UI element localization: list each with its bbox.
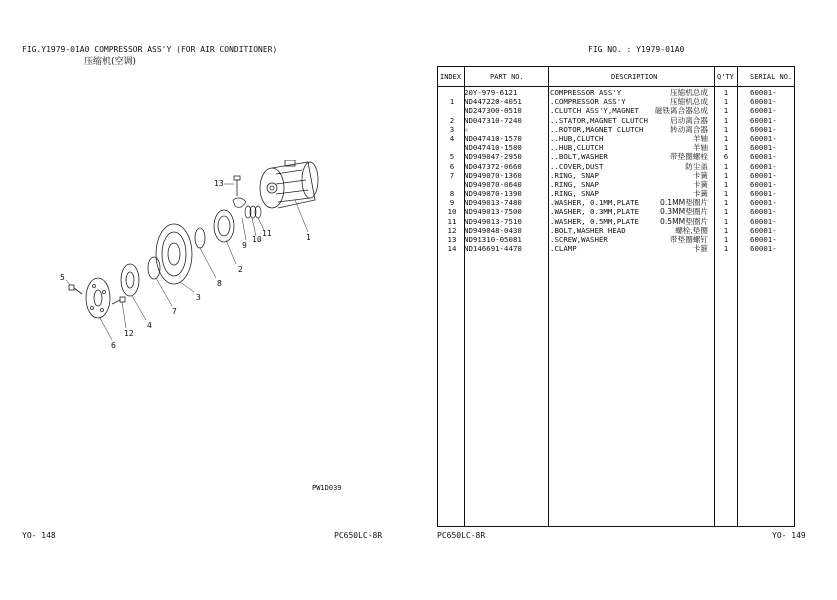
row-qty: 1 bbox=[723, 216, 729, 226]
row-description: COMPRESSOR ASS'Y bbox=[550, 88, 622, 97]
callout-6: 6 bbox=[111, 341, 116, 350]
row-serial-no: 60001- bbox=[750, 189, 777, 199]
row-part-no: ND949013-7500 bbox=[464, 207, 522, 217]
table-row bbox=[438, 244, 794, 253]
row-part-no: ND047372-0660 bbox=[464, 161, 522, 171]
row-serial-no: 60001- bbox=[750, 216, 777, 226]
row-part-no: ND949013-7480 bbox=[464, 198, 522, 208]
callout-4: 4 bbox=[147, 321, 152, 330]
row-index: 5 bbox=[449, 152, 455, 162]
header-serial-no: SERIAL NO. bbox=[750, 73, 793, 81]
row-description-cn: 卡簧 bbox=[692, 189, 708, 199]
row-serial-no: 60001- bbox=[750, 133, 777, 143]
row-description-cn: 带垫圈螺钉 bbox=[670, 235, 708, 244]
row-index: 4 bbox=[449, 133, 455, 143]
row-qty: 6 bbox=[723, 152, 729, 162]
row-qty: 1 bbox=[723, 189, 729, 199]
row-index: 6 bbox=[449, 161, 455, 171]
row-description-cn: 压缩机总成 bbox=[670, 88, 708, 97]
row-index: 1 bbox=[449, 97, 455, 107]
row-qty: 1 bbox=[723, 124, 729, 134]
row-part-no: ND949047-2950 bbox=[464, 152, 522, 162]
row-description: .CLUTCH ASS'Y,MAGNET bbox=[550, 106, 639, 116]
row-description: .WASHER, 0.1MM,PLATE bbox=[550, 198, 639, 208]
row-description-cn: 0.3MM垫圈片 bbox=[660, 207, 708, 217]
row-part-no: ND047410-1570 bbox=[464, 133, 522, 143]
table-row bbox=[438, 116, 794, 125]
row-qty: 1 bbox=[723, 170, 729, 180]
row-index: 14 bbox=[447, 244, 457, 254]
table-row bbox=[438, 226, 794, 235]
row-serial-no: 60001- bbox=[750, 143, 777, 153]
row-serial-no: 60001- bbox=[750, 235, 777, 244]
stator-2 bbox=[214, 210, 234, 242]
row-serial-no: 60001- bbox=[750, 244, 777, 254]
callout-11: 11 bbox=[262, 229, 272, 238]
row-qty: 1 bbox=[723, 88, 729, 97]
row-qty: 1 bbox=[723, 161, 729, 171]
row-qty: 1 bbox=[723, 97, 729, 107]
row-description: .CLAMP bbox=[550, 244, 577, 254]
row-description-cn: 压缩机总成 bbox=[670, 97, 708, 107]
row-qty: 1 bbox=[723, 106, 729, 116]
row-qty: 1 bbox=[723, 115, 729, 125]
row-description: ..STATOR,MAGNET CLUTCH bbox=[550, 115, 648, 125]
row-index: 2 bbox=[449, 115, 455, 125]
row-description-cn: 防尘盖 bbox=[685, 161, 708, 171]
header-qty: Q'TY bbox=[717, 73, 734, 81]
row-part-no: ND247300-0510 bbox=[464, 106, 522, 116]
table-row bbox=[438, 162, 794, 171]
row-description: .WASHER, 0.3MM,PLATE bbox=[550, 207, 639, 217]
callout-9: 9 bbox=[242, 241, 247, 250]
row-part-no: ND949070-1390 bbox=[464, 189, 522, 199]
row-index: 9 bbox=[449, 198, 455, 208]
row-qty: 1 bbox=[723, 133, 729, 143]
callout-7: 7 bbox=[172, 307, 177, 316]
row-description-cn: 0.5MM垫圈片 bbox=[660, 216, 708, 226]
header-description: DESCRIPTION bbox=[611, 73, 658, 81]
dust-cover-6 bbox=[86, 278, 110, 318]
right-page-footer-number: YO- 149 bbox=[772, 531, 806, 540]
row-part-no: 20Y-979-6121 bbox=[464, 88, 518, 97]
right-page-footer-model: PC650LC-8R bbox=[437, 531, 486, 540]
table-row bbox=[438, 143, 794, 152]
row-index: 3 bbox=[449, 124, 455, 134]
callout-8: 8 bbox=[217, 279, 222, 288]
table-row bbox=[438, 125, 794, 134]
table-row bbox=[438, 198, 794, 207]
row-description-cn: 羊轴 bbox=[692, 143, 708, 153]
left-page-title: FIG.Y1979-01A0 COMPRESSOR ASS'Y (FOR AIR CONDITIONER) bbox=[22, 45, 278, 54]
row-index: 11 bbox=[447, 216, 457, 226]
row-description-cn: 启动离合器 bbox=[670, 115, 708, 125]
compressor-body bbox=[260, 160, 318, 208]
row-description-cn: 羊轴 bbox=[692, 133, 708, 143]
row-serial-no: 60001- bbox=[750, 88, 777, 97]
row-description: ..HUB,CLUTCH bbox=[550, 143, 604, 153]
row-description: .RING, SNAP bbox=[550, 179, 599, 189]
row-description: ..HUB,CLUTCH bbox=[550, 133, 604, 143]
table-row bbox=[438, 171, 794, 180]
row-serial-no: 60001- bbox=[750, 106, 777, 116]
row-qty: 1 bbox=[723, 235, 729, 244]
row-serial-no: 60001- bbox=[750, 179, 777, 189]
row-qty: 1 bbox=[723, 225, 729, 235]
callout-5: 5 bbox=[60, 273, 65, 282]
row-description: .RING, SNAP bbox=[550, 170, 599, 180]
row-description-cn: 卡簧 bbox=[692, 179, 708, 189]
callout-2: 2 bbox=[238, 265, 243, 274]
header-index: INDEX bbox=[440, 73, 462, 81]
table-row bbox=[438, 180, 794, 189]
table-row bbox=[438, 217, 794, 226]
row-description: .COMPRESSOR ASS'Y bbox=[550, 97, 626, 107]
row-serial-no: 60001- bbox=[750, 207, 777, 217]
table-row bbox=[438, 235, 794, 244]
row-description-cn: 卡箍 bbox=[692, 244, 708, 254]
row-description: .SCREW,WASHER bbox=[550, 235, 608, 244]
callout-1: 1 bbox=[306, 233, 311, 242]
right-page-fig-no: FIG NO. : Y1979-01A0 bbox=[588, 45, 685, 54]
row-part-no: ND949070-0640 bbox=[464, 179, 522, 189]
parts-table bbox=[437, 66, 795, 527]
table-row bbox=[438, 207, 794, 216]
row-qty: 1 bbox=[723, 198, 729, 208]
diagram-code: PW1D039 bbox=[312, 484, 342, 492]
row-description-cn: 磁铁离合器总成 bbox=[654, 106, 708, 116]
row-description-cn: 带垫圈螺栓 bbox=[670, 152, 708, 162]
row-qty: 1 bbox=[723, 244, 729, 254]
row-part-no: ND949070-1360 bbox=[464, 170, 522, 180]
hub-4 bbox=[121, 264, 139, 296]
rotor-3 bbox=[156, 224, 192, 284]
table-row bbox=[438, 189, 794, 198]
row-serial-no: 60001- bbox=[750, 225, 777, 235]
row-serial-no: 60001- bbox=[750, 170, 777, 180]
callout-3: 3 bbox=[196, 293, 201, 302]
row-description: ..COVER,DUST bbox=[550, 161, 604, 171]
screw-13 bbox=[234, 176, 240, 196]
row-index: 7 bbox=[449, 170, 455, 180]
callout-12: 12 bbox=[124, 329, 134, 338]
callout-13: 13 bbox=[214, 179, 224, 188]
left-page-footer-number: YO- 148 bbox=[22, 531, 56, 540]
row-index: 10 bbox=[447, 207, 457, 217]
row-part-no: ND047410-1580 bbox=[464, 143, 522, 153]
table-row bbox=[438, 106, 794, 115]
row-part-no: ND047310-7240 bbox=[464, 115, 522, 125]
row-part-no: ND949013-7510 bbox=[464, 216, 522, 226]
row-part-no: ND447220-4051 bbox=[464, 97, 522, 107]
row-description: .BOLT,WASHER HEAD bbox=[550, 225, 626, 235]
table-row bbox=[438, 88, 794, 97]
row-part-no: ND949048-0430 bbox=[464, 225, 522, 235]
row-serial-no: 60001- bbox=[750, 115, 777, 125]
row-qty: 1 bbox=[723, 179, 729, 189]
row-serial-no: 60001- bbox=[750, 124, 777, 134]
table-row bbox=[438, 134, 794, 143]
row-description-cn: 0.1MM垫圈片 bbox=[660, 198, 708, 208]
row-description: .RING, SNAP bbox=[550, 189, 599, 199]
row-part-no: ND91310-05081 bbox=[464, 235, 522, 244]
left-page-subtitle: 压缩机(空调) bbox=[84, 57, 137, 67]
row-qty: 1 bbox=[723, 143, 729, 153]
row-part-no: ☆ bbox=[464, 124, 469, 134]
row-index: 12 bbox=[447, 225, 457, 235]
row-serial-no: 60001- bbox=[750, 97, 777, 107]
parts-rows bbox=[438, 88, 794, 253]
table-row bbox=[438, 152, 794, 161]
row-description: ..ROTOR,MAGNET CLUTCH bbox=[550, 124, 644, 134]
row-description: ..BOLT,WASHER bbox=[550, 152, 608, 162]
table-row bbox=[438, 97, 794, 106]
callout-10: 10 bbox=[252, 235, 262, 244]
row-index: 13 bbox=[447, 235, 457, 244]
row-serial-no: 60001- bbox=[750, 161, 777, 171]
compressor-exploded-diagram bbox=[40, 160, 370, 360]
row-index: 8 bbox=[449, 189, 455, 199]
row-description-cn: 卡簧 bbox=[692, 170, 708, 180]
header-part-no: PART NO. bbox=[490, 73, 524, 81]
row-serial-no: 60001- bbox=[750, 152, 777, 162]
row-qty: 1 bbox=[723, 207, 729, 217]
row-description-cn: 转动离合器 bbox=[670, 124, 708, 134]
left-page-footer-model: PC650LC-8R bbox=[334, 531, 383, 540]
row-description-cn: 螺栓,垫圈 bbox=[675, 225, 708, 235]
row-serial-no: 60001- bbox=[750, 198, 777, 208]
row-description: .WASHER, 0.5MM,PLATE bbox=[550, 216, 639, 226]
row-part-no: ND146691-4470 bbox=[464, 244, 522, 254]
